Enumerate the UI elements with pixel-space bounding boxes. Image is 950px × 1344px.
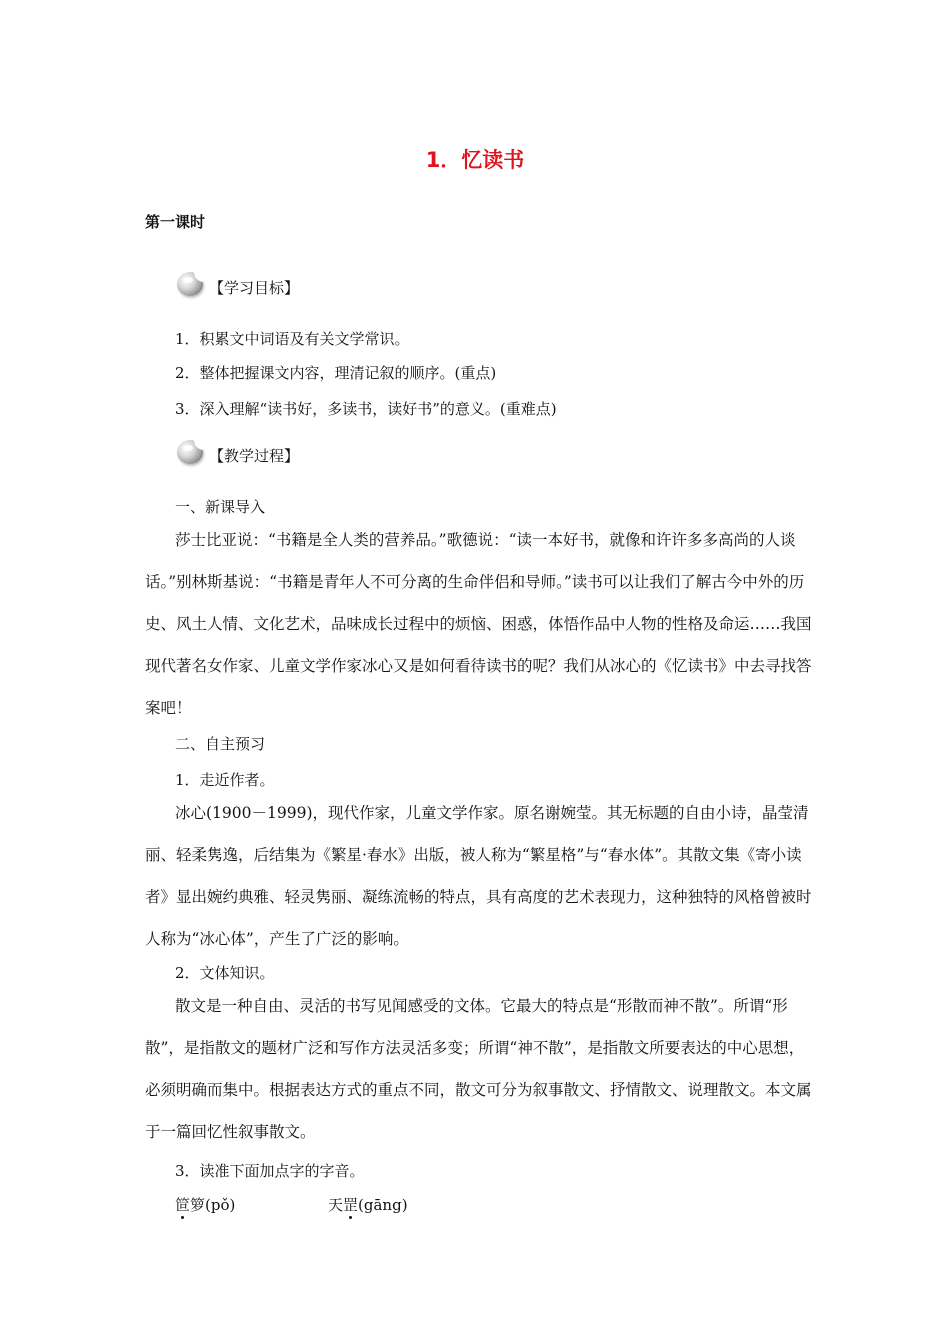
intro-text: 莎士比亚说：“书籍是全人类的营养品。”歌德说：“读一本好书，就像和许许多多高尚的人谈话。”别林斯基说：“书籍是青年人不可分离的生命伴侣和导师。”读书可以让我们了解古今中外的历史、风土人情、文化艺术，品味成长过程中的烦恼、困惑，体悟作品中人物的性格及命运……我国现代著名女作家、儿童文学作家冰心又是如何看待读书的呢？我们从冰心的《忆读书》中去寻找答案吧！ [145,531,812,717]
sub-heading: 3．读准下面加点字的字音。 [175,1162,365,1180]
section-heading: 一、新课导入 [175,498,266,516]
sub-heading: 1．走近作者。 [175,771,275,789]
pinyin-item [328,1194,408,1215]
objectives-header [175,266,299,298]
section-heading: 二、自主预习 [175,735,266,753]
genre-paragraph [145,985,815,1153]
pinyin-after: 箩(pǒ) [190,1196,236,1214]
intro-paragraph [145,519,815,729]
objective-item: 1．积累文中词语及有关文学常识。 [175,330,410,348]
lesson-label: 第一课时 [145,213,206,231]
process-header [175,434,299,466]
pinyin-before: 天 [328,1196,344,1214]
genre-text: 散文是一种自由、灵活的书写见闻感受的文体。它最大的特点是“形散而神不散”。所谓“形散”，是指散文的题材广泛和写作方法灵活多变；所谓“神不散”，是指散文所要表达的中心思想，必须明确而集中。根据表达方式的重点不同，散文可分为叙事散文、抒情散文、说理散文。本文属于一篇回忆性叙事散文。 [145,997,812,1141]
author-paragraph [145,792,815,960]
objective-item: 2．整体把握课文内容，理清记叙的顺序。(重点) [175,364,497,382]
author-text: 冰心(1900－1999)，现代作家，儿童文学作家。原名谢婉莹。其无标题的自由小诗，晶莹清丽、轻柔隽逸，后结集为《繁星·春水》出版，被人称为“繁星格”与“春水体”。其散文集《寄小读者》显出婉约典雅、轻灵隽丽、凝练流畅的特点，具有高度的艺术表现力，这种独特的风格曾被时人称为“冰心体”，产生了广泛的影响。 [145,804,812,948]
dotted-char: 罡 [343,1196,359,1214]
objectives-heading: 【学习目标】 [209,279,300,297]
pinyin-item [175,1194,235,1215]
pinyin-after: (gāng) [358,1196,408,1214]
dotted-char: 笸 [175,1196,191,1214]
objective-item: 3．深入理解“读书好，多读书，读好书”的意义。(重难点) [175,400,557,418]
page-title: 1．忆读书 [425,148,525,172]
sphere-icon [175,436,207,466]
sub-heading: 2．文体知识。 [175,964,275,982]
sphere-icon [175,268,207,298]
process-heading: 【教学过程】 [209,447,300,465]
